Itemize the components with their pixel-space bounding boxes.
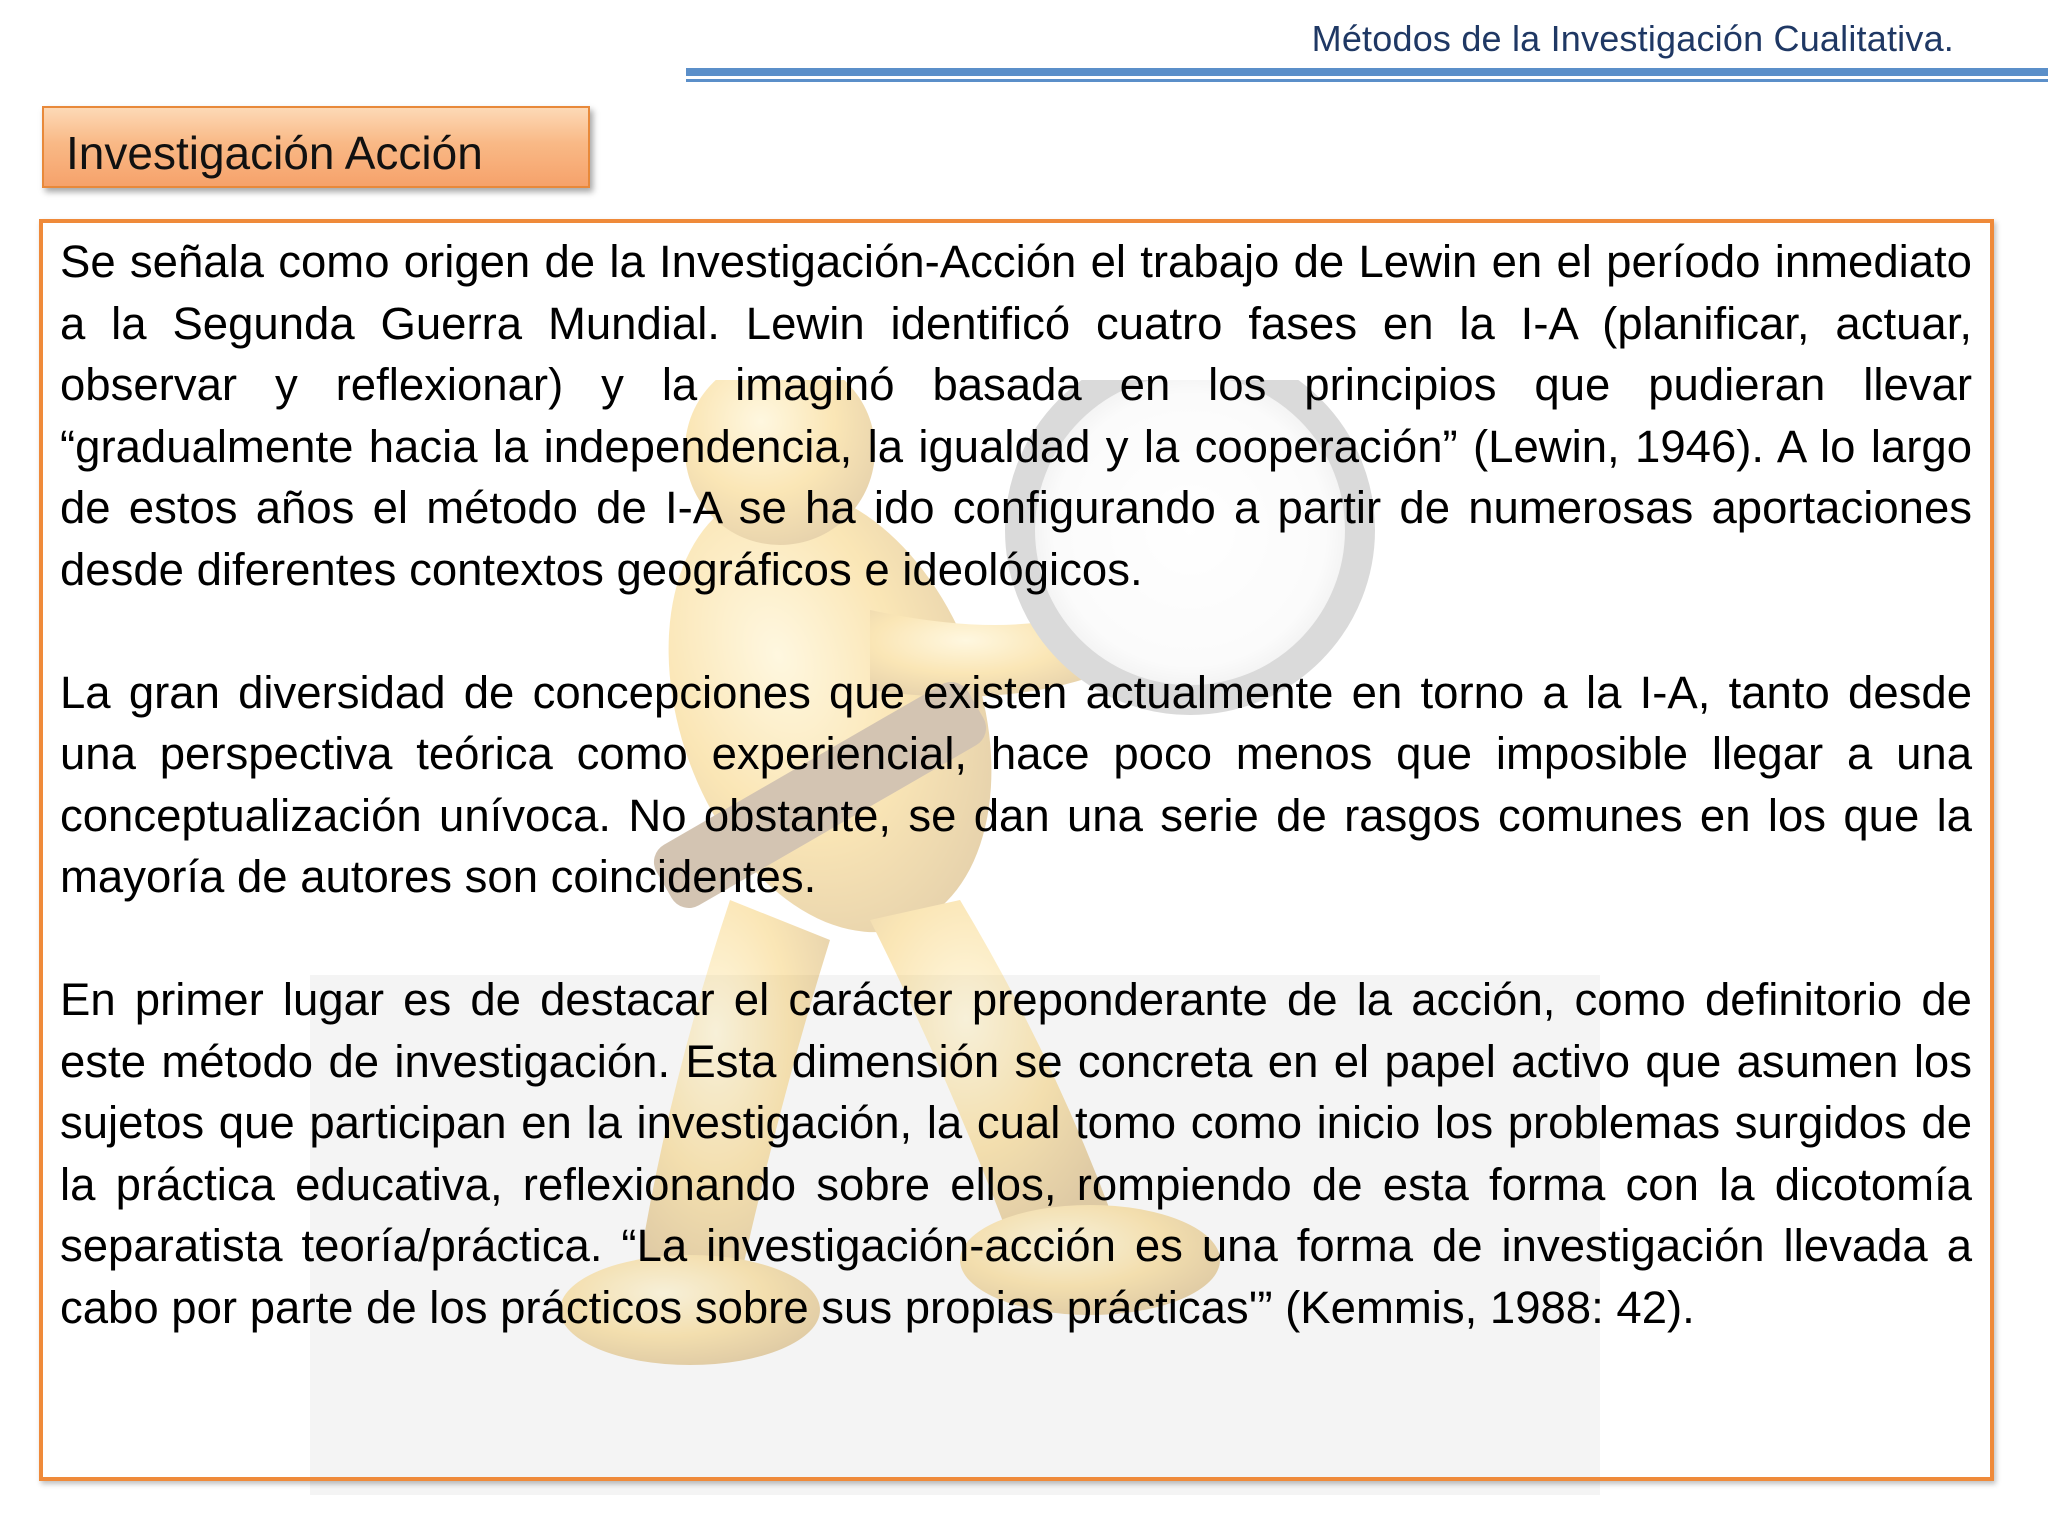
paragraph-origin: Se señala como origen de la Investigación-Acción el trabajo de Lewin en el período inmediato a la Segunda Guerra Mundial. Lewin identificó cuatro fases en la I-A (planificar, actuar, observar y reflexionar) y la imaginó basada en los principios que pudieran llevar “gradualmente hacia la independencia, la igualdad y la cooperación” (Lewin, 1946). A lo largo de estos años el método de I-A se ha ido configurando a partir de numerosas aportaciones desde diferentes contextos geográficos e ideológicos. xyxy=(60,236,1972,595)
header-rule xyxy=(686,68,2048,76)
header-title: Métodos de la Investigación Cualitativa. xyxy=(1311,18,1954,59)
content-text xyxy=(60,231,1972,1338)
section-title: Investigación Acción xyxy=(66,127,483,179)
header-rule-thin xyxy=(686,79,2048,82)
paragraph-action: En primer lugar es de destacar el carácter preponderante de la acción, como definitorio de este método de investigación. Esta dimensión se concreta en el papel activo que asumen los sujetos que participan en la investigación, la cual tomo como inicio los problemas surgidos de la práctica educativa, reflexionando sobre ellos, rompiendo de esta forma con la dicotomía separatista teoría/práctica. “La investigación-acción es una forma de investigación llevada a cabo por parte de los prácticos sobre sus propias prácticas'” (Kemmis, 1988: 42). xyxy=(60,974,1972,1333)
paragraph-diversity: La gran diversidad de concepciones que existen actualmente en torno a la I-A, tanto desde una perspectiva teórica como experiencial, hace poco menos que imposible llegar a una conceptualización unívoca. No obstante, se dan una serie de rasgos comunes en los que la mayoría de autores son coincidentes. xyxy=(60,666,1972,902)
section-title-tab xyxy=(42,106,590,188)
